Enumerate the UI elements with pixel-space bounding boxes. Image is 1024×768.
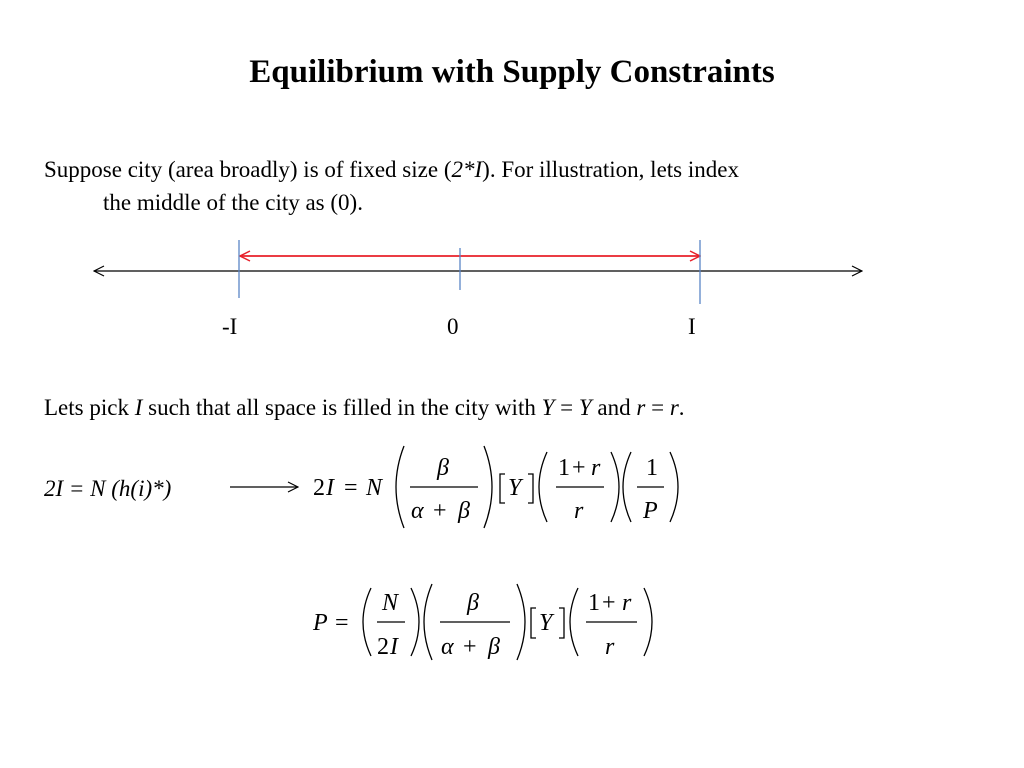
tick-label-minus-i: -I	[222, 314, 238, 339]
eq2-beta-den: β	[488, 634, 500, 660]
slide-title: Equilibrium with Supply Constraints	[249, 54, 775, 90]
eq1-plus-2: +	[572, 455, 586, 481]
pick-var-i: I	[134, 395, 143, 420]
tick-label-zero: 0	[447, 314, 459, 339]
eq1-n: N	[366, 475, 383, 501]
equation-2-text	[312, 590, 632, 660]
eq2-equals: =	[335, 610, 349, 636]
pick-text-1: Lets pick	[44, 395, 135, 420]
intro-paragraph	[44, 153, 944, 219]
eq2-y: Y	[539, 610, 553, 636]
eq2-i: I	[390, 634, 398, 660]
intro-text-part2: ). For illustration, lets index	[482, 157, 739, 182]
intro-size-expr: 2*I	[451, 157, 483, 182]
eq1-plus: +	[433, 498, 447, 524]
eq1-r-den: r	[574, 498, 584, 524]
pick-sentence	[44, 393, 984, 423]
pick-equals-2: =	[645, 395, 670, 420]
intro-text-line2: the middle of the city as (0).	[103, 190, 363, 215]
eq2-p: P	[313, 610, 328, 636]
pick-period: .	[678, 395, 685, 420]
eq2-two: 2	[377, 634, 389, 660]
equation-2	[363, 584, 652, 660]
eq2-one: 1	[588, 590, 600, 616]
eq1-one-2: 1	[646, 455, 658, 481]
pick-text-2: such that all space is filled in the city with	[142, 395, 542, 420]
eq1-two: 2	[313, 475, 325, 501]
eq1-one: 1	[558, 455, 570, 481]
eq1-p: P	[643, 498, 658, 524]
eq1-beta-num: β	[437, 455, 449, 481]
eq1-y: Y	[508, 475, 522, 501]
eq2-plus: +	[463, 634, 477, 660]
eq2-n: N	[382, 590, 399, 616]
eq1-beta-den: β	[458, 498, 470, 524]
pick-equals-1: =	[554, 395, 579, 420]
eq1-alpha: α	[411, 498, 424, 524]
eq2-alpha: α	[441, 634, 454, 660]
pick-var-y: Y	[541, 395, 555, 420]
equation-1-text	[313, 455, 658, 524]
eq1-r-num: r	[591, 455, 601, 481]
tick-label-i: I	[688, 314, 696, 339]
intro-text-part1: Suppose city (area broadly) is of fixed size (	[44, 157, 452, 182]
pick-var-y-bar: Y	[578, 395, 592, 420]
eq2-r-den: r	[605, 634, 615, 660]
pick-text-3: and	[591, 395, 637, 420]
eq2-plus-2: +	[602, 590, 616, 616]
eq2-r-num: r	[622, 590, 632, 616]
eq1-equals: =	[344, 475, 358, 501]
equation-label: 2I = N (h(i)*)	[44, 476, 172, 501]
pick-var-r-bar: r	[669, 395, 679, 420]
pick-var-r: r	[636, 395, 646, 420]
equation-1	[396, 446, 678, 528]
eq2-beta-num: β	[467, 590, 479, 616]
eq1-i: I	[326, 475, 334, 501]
